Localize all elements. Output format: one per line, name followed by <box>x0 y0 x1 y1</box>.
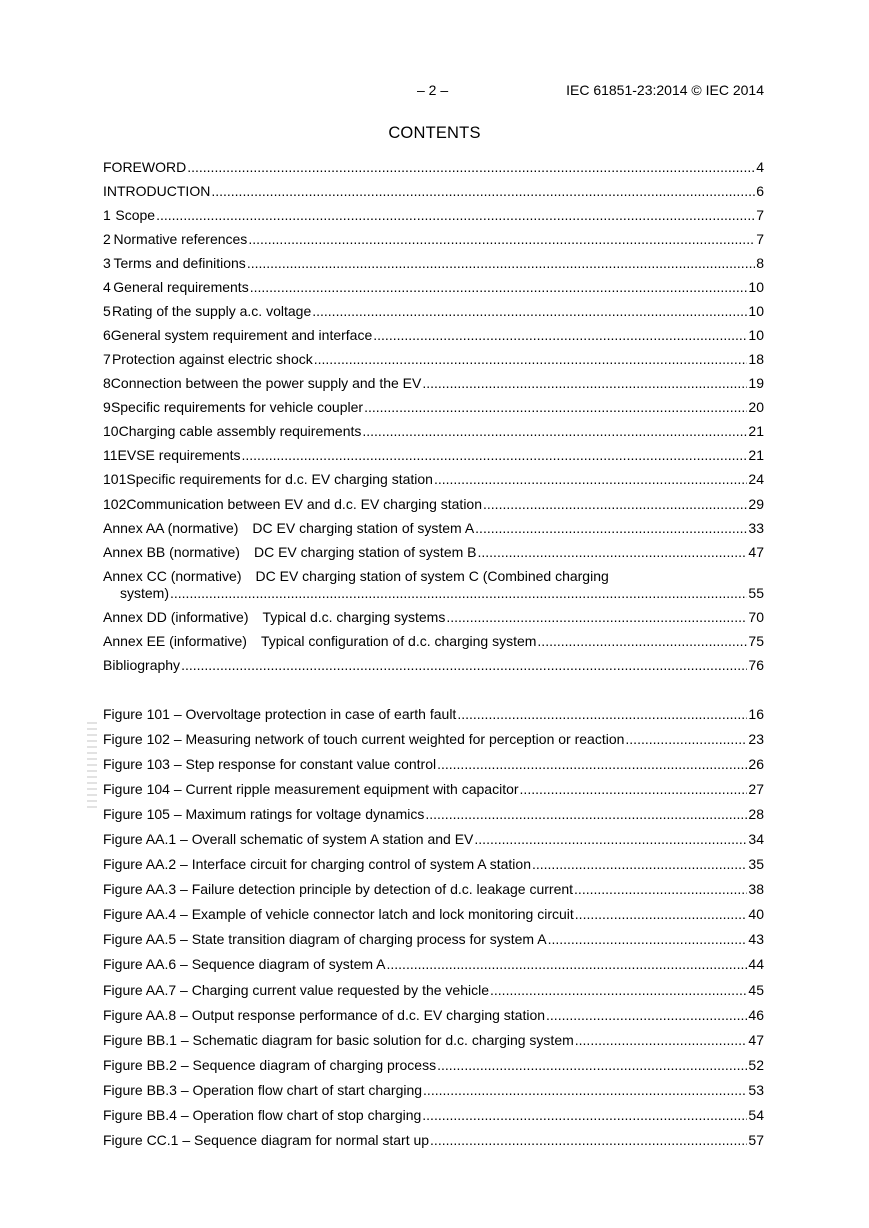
toc-entry-label-continued: system) <box>120 585 169 601</box>
leader-dots <box>248 230 755 248</box>
figure-entry[interactable] <box>103 1106 764 1124</box>
page-number: – 2 – <box>417 82 449 98</box>
toc-entry-clause[interactable] <box>103 495 764 513</box>
toc-entry-label: Bibliography <box>103 657 181 673</box>
figure-label: Figure 102 – Measuring network of touch current weighted for perception or reaction <box>103 731 625 747</box>
leader-dots <box>423 1081 747 1099</box>
figure-page: 47 <box>748 1032 764 1048</box>
leader-dots <box>548 930 748 948</box>
toc-entry-page: 24 <box>748 471 764 487</box>
toc-entry-label: Connection between the power supply and the EV <box>110 375 422 391</box>
figure-label: Figure BB.2 – Sequence diagram of charging process <box>103 1057 437 1073</box>
figure-entry[interactable] <box>103 780 764 798</box>
figure-page: 57 <box>748 1132 764 1148</box>
figure-page: 45 <box>748 982 764 998</box>
leader-dots <box>422 374 747 392</box>
document-id: IEC 61851-23:2014 © IEC 2014 <box>566 82 764 98</box>
figure-page: 38 <box>748 881 764 897</box>
toc-entry-page: 8 <box>756 255 764 271</box>
clause-number: 9 <box>103 399 111 415</box>
leader-dots <box>373 326 747 344</box>
figure-page: 44 <box>748 956 764 972</box>
leader-dots <box>478 543 748 561</box>
figure-entry[interactable] <box>103 855 764 873</box>
toc-entry-page: 76 <box>748 657 764 673</box>
toc-entry-page: 21 <box>748 447 764 463</box>
figure-entry[interactable] <box>103 705 764 723</box>
clause-number: 8 <box>103 375 111 391</box>
figure-entry[interactable] <box>103 880 764 898</box>
leader-dots <box>483 495 747 513</box>
leader-dots <box>457 705 747 723</box>
toc-entry-page: 21 <box>748 423 764 439</box>
toc-entry-clause[interactable] <box>103 398 764 416</box>
toc-entry-page: 47 <box>748 544 764 560</box>
leader-dots <box>211 182 755 200</box>
figure-label: Figure BB.1 – Schematic diagram for basic solution for d.c. charging system <box>103 1032 574 1048</box>
leader-dots <box>425 805 747 823</box>
toc-entry-clause[interactable] <box>103 254 764 272</box>
toc-entry-page: 75 <box>748 633 764 649</box>
leader-dots <box>437 755 747 773</box>
figure-entry[interactable] <box>103 830 764 848</box>
figure-page: 23 <box>748 731 764 747</box>
toc-entry-label: Specific requirements for vehicle coupler <box>110 399 364 415</box>
figure-label: Figure CC.1 – Sequence diagram for normal start up <box>103 1132 430 1148</box>
figure-label: Figure AA.2 – Interface circuit for charging control of system A station <box>103 856 531 872</box>
annex-number: Annex DD (informative) <box>103 609 249 625</box>
leader-dots <box>181 656 747 674</box>
toc-entry-bibliography[interactable] <box>103 656 764 674</box>
contents-title: CONTENTS <box>388 124 481 142</box>
leader-dots <box>520 780 748 798</box>
toc-entry-annex[interactable] <box>103 632 764 650</box>
annex-number: Annex EE (informative) <box>103 633 247 649</box>
leader-dots <box>434 470 747 488</box>
toc-entry-clause[interactable] <box>103 230 764 248</box>
toc-entry-clause[interactable] <box>103 470 764 488</box>
figure-entry[interactable] <box>103 955 764 973</box>
figure-page: 35 <box>748 856 764 872</box>
leader-dots <box>187 158 755 176</box>
figure-label: Figure BB.3 – Operation flow chart of start charging <box>103 1082 423 1098</box>
figure-entry[interactable] <box>103 755 764 773</box>
toc-entry-clause[interactable] <box>103 278 764 296</box>
figure-label: Figure AA.8 – Output response performance of d.c. EV charging station <box>103 1007 546 1023</box>
figure-entry[interactable] <box>103 981 764 999</box>
toc-entry-label: Communication between EV and d.c. EV charging station <box>126 496 483 512</box>
leader-dots <box>575 905 748 923</box>
toc-entry-page: 4 <box>756 159 764 175</box>
toc-entry-clause[interactable] <box>103 374 764 392</box>
figure-entry[interactable] <box>103 805 764 823</box>
toc-entry-clause[interactable] <box>103 326 764 344</box>
figure-page: 28 <box>748 806 764 822</box>
leader-dots <box>437 1056 747 1074</box>
toc-entry-clause[interactable] <box>103 350 764 368</box>
leader-dots <box>156 206 755 224</box>
figure-label: Figure AA.7 – Charging current value requested by the vehicle <box>103 982 490 998</box>
toc-entry-annex[interactable] <box>103 519 764 537</box>
toc-entry-page: 10 <box>748 279 764 295</box>
figure-label: Figure 105 – Maximum ratings for voltage dynamics <box>103 806 425 822</box>
clause-number: 3 <box>103 255 111 271</box>
leader-dots <box>475 519 747 537</box>
figure-entry[interactable] <box>103 1031 764 1049</box>
figure-page: 34 <box>748 831 764 847</box>
figure-page: 26 <box>748 756 764 772</box>
figure-entry[interactable] <box>103 1006 764 1024</box>
figure-page: 46 <box>748 1007 764 1023</box>
toc-entry-label: Rating of the supply a.c. voltage <box>112 303 312 319</box>
figure-label: Figure 101 – Overvoltage protection in case of earth fault <box>103 706 457 722</box>
figure-label: Figure 104 – Current ripple measurement equipment with capacitor <box>103 781 519 797</box>
leader-dots <box>170 584 747 602</box>
figure-label: Figure BB.4 – Operation flow chart of stop charging <box>103 1107 422 1123</box>
clause-number: 7 <box>103 351 111 367</box>
toc-entry-page: 7 <box>756 207 764 223</box>
figure-page: 27 <box>748 781 764 797</box>
figure-entry[interactable] <box>103 930 764 948</box>
toc-entry-label: Typical configuration of d.c. charging system <box>260 633 537 649</box>
figure-entry[interactable] <box>103 1056 764 1074</box>
toc-entry-annex[interactable] <box>103 608 764 626</box>
figure-page: 53 <box>748 1082 764 1098</box>
clause-number: 101 <box>103 471 127 487</box>
leader-dots <box>247 254 755 272</box>
toc-entry-label: Terms and definitions <box>113 255 246 271</box>
toc-entry-label: Charging cable assembly requirements <box>118 423 362 439</box>
figure-page: 43 <box>748 931 764 947</box>
toc-entry-label: EVSE requirements <box>117 447 241 463</box>
toc-entry-page: 55 <box>748 585 764 601</box>
figure-page: 40 <box>748 906 764 922</box>
toc-entry-label: DC EV charging station of system A <box>252 520 475 536</box>
toc-entry-label: Protection against electric shock <box>111 351 313 367</box>
toc-entry-page: 70 <box>748 609 764 625</box>
clause-number: 2 <box>103 231 111 247</box>
toc-entry-label: Normative references <box>113 231 248 247</box>
toc-entry-page: 18 <box>748 351 764 367</box>
annex-number: Annex CC (normative) <box>103 568 242 584</box>
annex-number: Annex BB (normative) <box>103 544 240 560</box>
figure-label: Figure AA.3 – Failure detection principle by detection of d.c. leakage current <box>103 881 574 897</box>
leader-dots <box>532 855 747 873</box>
toc-entry-label: Scope <box>115 207 156 223</box>
toc-entry-page: 6 <box>756 183 764 199</box>
toc-entry-page: 7 <box>756 231 764 247</box>
figure-entry[interactable] <box>103 1131 764 1149</box>
toc-entry-label: DC EV charging station of system C (Combined charging <box>255 568 609 584</box>
figure-page: 52 <box>748 1057 764 1073</box>
leader-dots <box>250 278 748 296</box>
leader-dots <box>312 302 747 320</box>
toc-entry-foreword[interactable] <box>103 158 764 176</box>
toc-entry-annex-first-line[interactable] <box>103 567 609 585</box>
figure-entry[interactable] <box>103 1081 764 1099</box>
toc-entry-label: INTRODUCTION <box>103 183 211 199</box>
figure-page: 16 <box>748 706 764 722</box>
clause-number: 11 <box>103 447 118 463</box>
toc-entry-clause[interactable] <box>103 206 764 224</box>
toc-entry-label: FOREWORD <box>103 159 187 175</box>
page-header <box>0 82 869 102</box>
leader-dots <box>575 1031 748 1049</box>
figure-entry[interactable] <box>103 905 764 923</box>
toc-entry-clause[interactable] <box>103 302 764 320</box>
leader-dots <box>364 398 747 416</box>
leader-dots <box>387 955 748 973</box>
leader-dots <box>430 1131 747 1149</box>
leader-dots <box>537 632 747 650</box>
figure-label: Figure AA.1 – Overall schematic of system A station and EV <box>103 831 474 847</box>
toc-entry-label: DC EV charging station of system B <box>253 544 477 560</box>
leader-dots <box>314 350 748 368</box>
toc-entry-page: 10 <box>748 327 764 343</box>
figure-label: Figure AA.6 – Sequence diagram of system A <box>103 956 386 972</box>
leader-dots <box>574 880 747 898</box>
leader-dots <box>490 981 747 999</box>
clause-number: 1 <box>103 207 111 223</box>
annex-number: Annex AA (normative) <box>103 520 239 536</box>
toc-entry-page: 33 <box>748 520 764 536</box>
clause-number: 10 <box>103 423 119 439</box>
toc-entry-page: 20 <box>748 399 764 415</box>
toc-entry-label: General system requirement and interface <box>110 327 373 343</box>
clause-number: 6 <box>103 327 111 343</box>
figure-label: Figure 103 – Step response for constant value control <box>103 756 437 772</box>
toc-entry-clause[interactable] <box>103 422 764 440</box>
figure-entry[interactable] <box>103 730 764 748</box>
toc-entry-clause[interactable] <box>103 446 764 464</box>
toc-entry-page: 29 <box>748 496 764 512</box>
toc-entry-label: Typical d.c. charging systems <box>262 609 446 625</box>
leader-dots <box>446 608 747 626</box>
toc-entry-label: Specific requirements for d.c. EV charging station <box>126 471 433 487</box>
clause-number: 5 <box>103 303 111 319</box>
toc-entry-annex-second-line[interactable] <box>120 584 764 602</box>
leader-dots <box>474 830 747 848</box>
leader-dots <box>546 1006 747 1024</box>
toc-entry-page: 19 <box>748 375 764 391</box>
figure-label: Figure AA.5 – State transition diagram of charging process for system A <box>103 931 547 947</box>
margin-watermark <box>87 722 97 812</box>
clause-number: 102 <box>103 496 127 512</box>
leader-dots <box>625 730 747 748</box>
leader-dots <box>242 446 748 464</box>
leader-dots <box>362 422 747 440</box>
leader-dots <box>422 1106 747 1124</box>
figure-label: Figure AA.4 – Example of vehicle connector latch and lock monitoring circuit <box>103 906 574 922</box>
toc-entry-label: General requirements <box>113 279 249 295</box>
toc-entry-introduction[interactable] <box>103 182 764 200</box>
toc-entry-annex[interactable] <box>103 543 764 561</box>
clause-number: 4 <box>103 279 111 295</box>
figure-page: 54 <box>748 1107 764 1123</box>
toc-entry-page: 10 <box>748 303 764 319</box>
